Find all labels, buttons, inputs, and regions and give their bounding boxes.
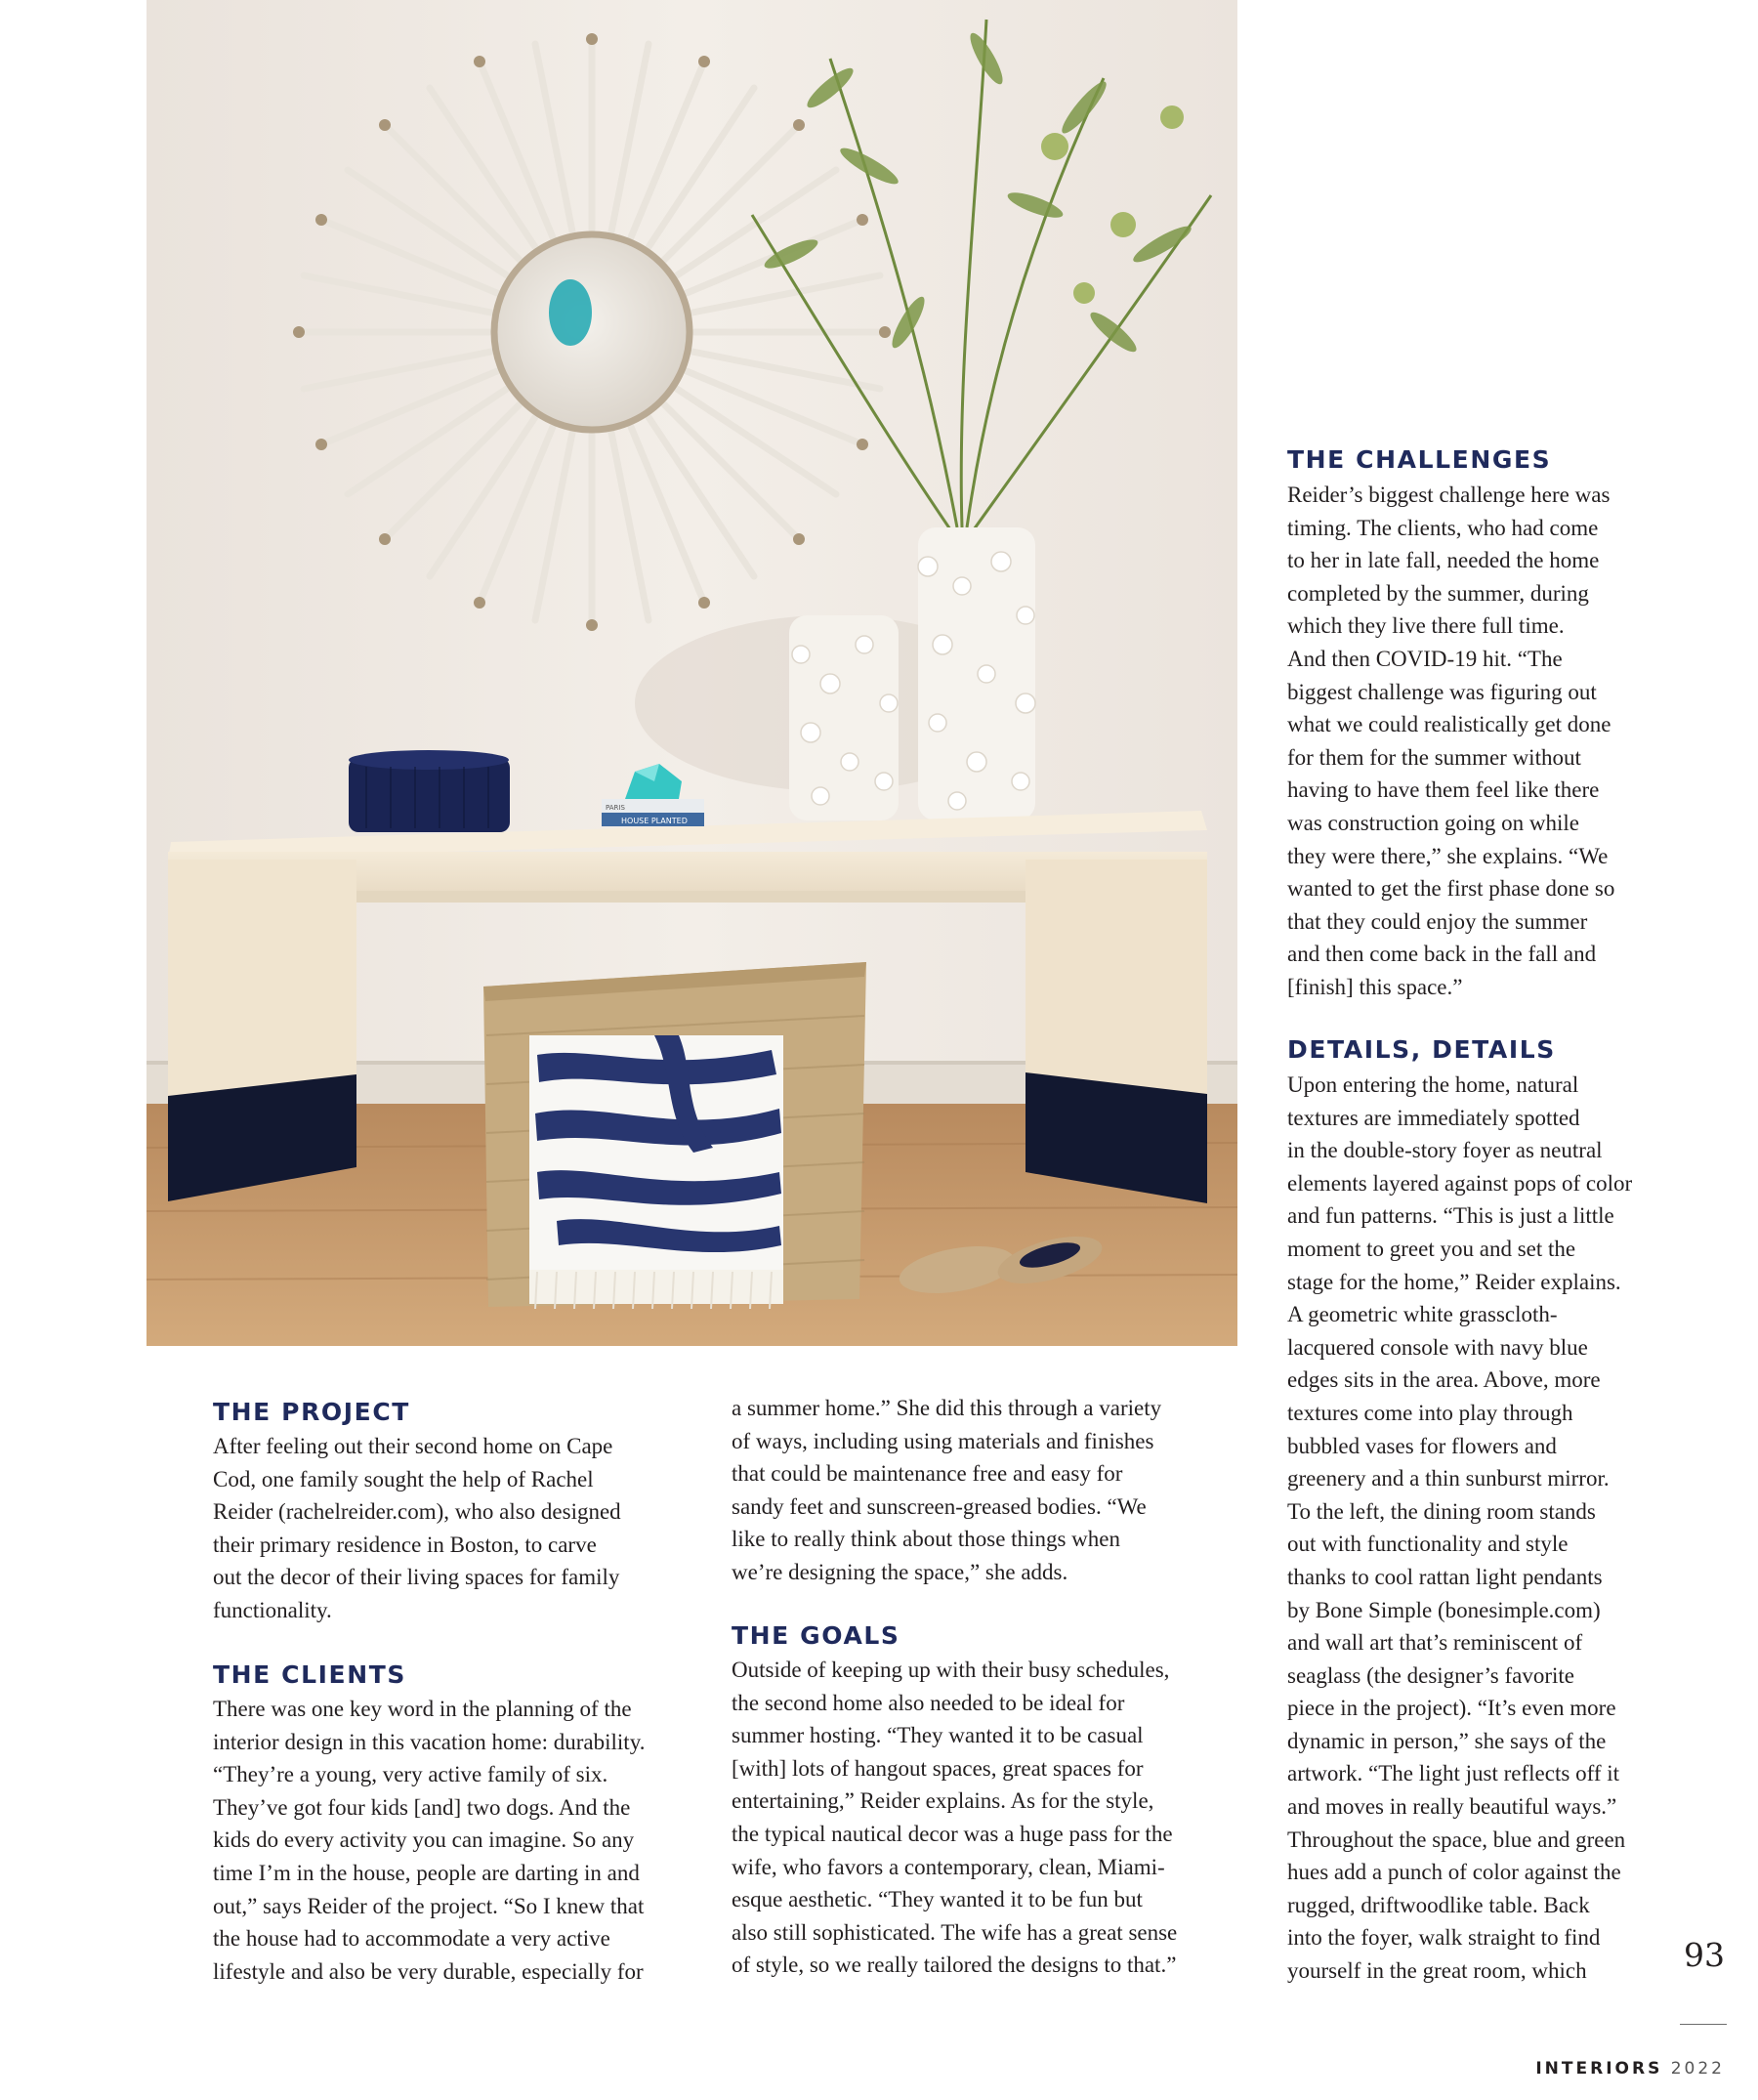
text-line: Upon entering the home, natural	[1287, 1072, 1579, 1097]
heading-the-goals: THE GOALS	[732, 1621, 900, 1650]
text-line: for them for the summer without	[1287, 744, 1581, 770]
text-line: Cod, one family sought the help of Rachel	[213, 1466, 594, 1491]
text-line: and then come back in the fall and	[1287, 942, 1597, 967]
text-line: that could be maintenance free and easy for	[732, 1461, 1123, 1487]
text-line: textures come into play through	[1287, 1400, 1573, 1425]
text-line: of style, so we really tailored the designs to that.”	[732, 1953, 1177, 1978]
text-line: “They’re a young, very active family of six.	[213, 1762, 608, 1787]
text-line: they were there,” she explains. “We	[1287, 843, 1609, 868]
text-line: artwork. “The light just reflects off it	[1287, 1761, 1620, 1786]
text-line: to her in late fall, needed the home	[1287, 548, 1600, 573]
magazine-footer	[1535, 2059, 1725, 2079]
text-line: out the decor of their living spaces for family	[213, 1565, 620, 1590]
text-line: of ways, including using materials and finishes	[732, 1428, 1154, 1453]
text-line: was construction going on while	[1287, 810, 1579, 835]
text-line: and fun patterns. “This is just a little	[1287, 1203, 1614, 1229]
text-line: which they live there full time.	[1287, 613, 1565, 639]
text-line: Throughout the space, blue and green	[1287, 1827, 1626, 1852]
text-line: [with] lots of hangout spaces, great spaces for	[732, 1755, 1144, 1781]
text-line: summer hosting. “They wanted it to be casual	[732, 1723, 1144, 1748]
text-line: And then COVID-19 hit. “The	[1287, 646, 1563, 671]
text-line: thanks to cool rattan light pendants	[1287, 1564, 1603, 1589]
continuation-paragraph	[732, 1392, 1161, 1589]
text-line: lacquered console with navy blue	[1287, 1334, 1588, 1360]
goals-paragraph	[732, 1654, 1177, 1982]
text-line: greenery and a thin sunburst mirror.	[1287, 1466, 1610, 1491]
text-line: wife, who favors a contemporary, clean, Miami-	[732, 1854, 1165, 1879]
book-spine-text: HOUSE PLANTED	[621, 817, 688, 825]
text-line: seaglass (the designer’s favorite	[1287, 1662, 1575, 1688]
entryway-photo	[146, 0, 1237, 1346]
heading-the-project: THE PROJECT	[213, 1398, 410, 1426]
book-spine-left: PARIS	[606, 804, 625, 812]
text-line: and wall art that’s reminiscent of	[1287, 1630, 1583, 1656]
text-line: yourself in the great room, which	[1287, 1958, 1587, 1984]
magazine-name: INTERIORS	[1535, 2059, 1663, 2079]
text-line: stage for the home,” Reider explains.	[1287, 1269, 1621, 1294]
text-line: entertaining,” Reider explains. As for the style,	[732, 1788, 1154, 1814]
text-line: by Bone Simple (bonesimple.com)	[1287, 1597, 1601, 1622]
text-line: biggest challenge was figuring out	[1287, 679, 1597, 704]
text-line: textures are immediately spotted	[1287, 1105, 1580, 1130]
page-number: 93	[1684, 1936, 1725, 1974]
sunburst-mirror	[293, 33, 891, 631]
project-paragraph	[213, 1430, 621, 1627]
issue-year: 2022	[1670, 2059, 1725, 2079]
text-line: and moves in really beautiful ways.”	[1287, 1794, 1617, 1820]
text-line: elements layered against pops of color	[1287, 1170, 1633, 1196]
footer-divider	[1680, 2024, 1727, 2025]
text-line: rugged, driftwoodlike table. Back	[1287, 1892, 1590, 1917]
text-line: also still sophisticated. The wife has a great sense	[732, 1919, 1178, 1945]
text-line: the second home also needed to be ideal for	[732, 1690, 1125, 1715]
challenges-paragraph	[1287, 479, 1614, 1004]
text-line: their primary residence in Boston, to carve	[213, 1532, 597, 1557]
text-line: lifestyle and also be very durable, especially for	[213, 1958, 644, 1984]
text-line: timing. The clients, who had come	[1287, 515, 1599, 540]
text-line: Outside of keeping up with their busy schedules,	[732, 1658, 1170, 1682]
text-line: completed by the summer, during	[1287, 580, 1589, 606]
text-line: They’ve got four kids [and] two dogs. And the	[213, 1794, 631, 1820]
text-line: [finish] this space.”	[1287, 974, 1463, 999]
text-line: interior design in this vacation home: durability.	[213, 1729, 646, 1754]
navy-bowl	[349, 750, 510, 832]
zebra-throw	[529, 1035, 783, 1309]
text-line: Reider (rachelreider.com), who also designed	[213, 1499, 621, 1525]
text-line: kids do every activity you can imagine. So any	[213, 1827, 635, 1853]
text-line: into the foyer, walk straight to find	[1287, 1925, 1601, 1951]
details-paragraph	[1287, 1069, 1632, 1988]
text-line: hues add a punch of color against the	[1287, 1860, 1621, 1885]
text-line: bubbled vases for flowers and	[1287, 1433, 1557, 1458]
text-line: having to have them feel like there	[1287, 777, 1600, 803]
text-line: functionality.	[213, 1597, 332, 1622]
text-line: esque aesthetic. “They wanted it to be fun but	[732, 1887, 1143, 1912]
text-line: dynamic in person,” she says of the	[1287, 1728, 1607, 1753]
clients-paragraph	[213, 1693, 645, 1988]
text-line: a summer home.” She did this through a variety	[732, 1396, 1162, 1420]
text-line: A geometric white grasscloth-	[1287, 1302, 1558, 1327]
heading-the-clients: THE CLIENTS	[213, 1660, 406, 1689]
text-line: out,” says Reider of the project. “So I knew that	[213, 1893, 645, 1918]
text-line: piece in the project). “It’s even more	[1287, 1696, 1616, 1721]
text-line: time I’m in the house, people are darting in and	[213, 1860, 640, 1885]
text-line: Reider’s biggest challenge here was	[1287, 483, 1611, 507]
text-line: that they could enjoy the summer	[1287, 908, 1588, 934]
heading-details-details: DETAILS, DETAILS	[1287, 1035, 1556, 1064]
text-line: the house had to accommodate a very active	[213, 1926, 610, 1952]
text-line: edges sits in the area. Above, more	[1287, 1367, 1601, 1393]
text-line: To the left, the dining room stands	[1287, 1498, 1596, 1524]
text-line: the typical nautical decor was a huge pass for the	[732, 1821, 1173, 1846]
text-line: out with functionality and style	[1287, 1532, 1569, 1557]
text-line: like to really think about those things when	[732, 1527, 1120, 1552]
text-line: After feeling out their second home on Cape	[213, 1434, 613, 1458]
text-line: moment to greet you and set the	[1287, 1236, 1576, 1261]
text-line: what we could realistically get done	[1287, 712, 1612, 737]
text-line: in the double-story foyer as neutral	[1287, 1138, 1603, 1163]
text-line: we’re designing the space,” she adds.	[732, 1559, 1068, 1584]
heading-the-challenges: THE CHALLENGES	[1287, 445, 1552, 474]
text-line: There was one key word in the planning of the	[213, 1697, 632, 1721]
text-line: wanted to get the first phase done so	[1287, 876, 1615, 902]
text-line: sandy feet and sunscreen-greased bodies. “We	[732, 1493, 1147, 1519]
